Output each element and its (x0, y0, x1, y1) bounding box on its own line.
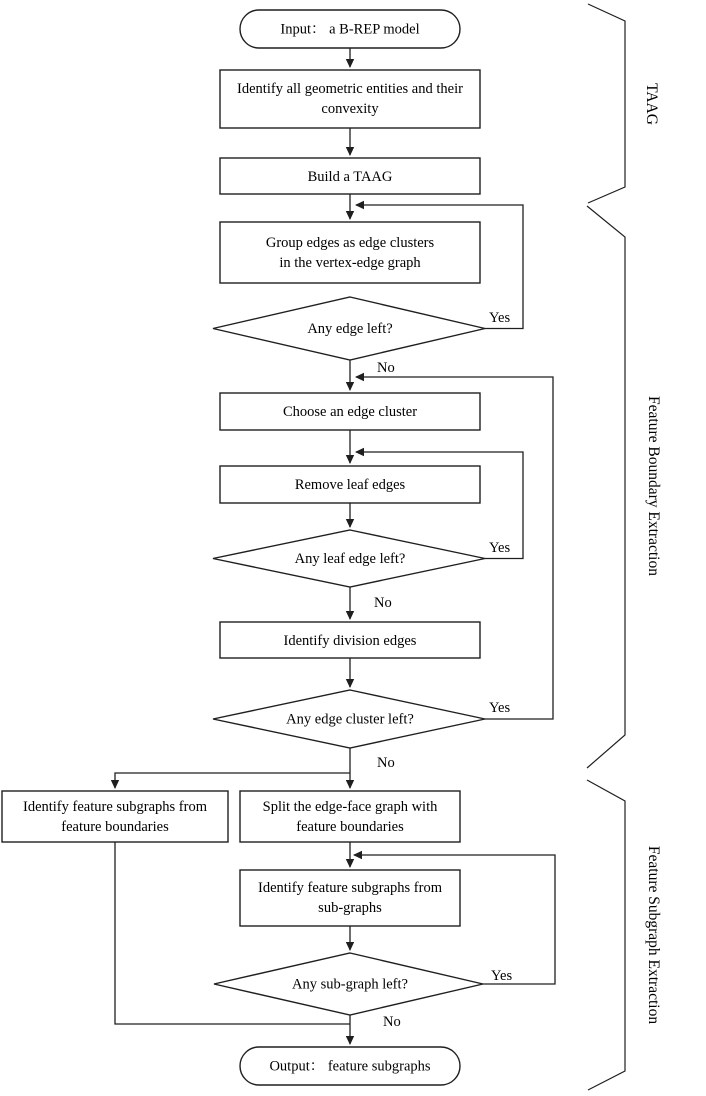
bracket-taag (588, 4, 625, 203)
process-split-edge-face-graph-label-line2: feature boundaries (296, 819, 404, 835)
label-no-any-subgraph: No (383, 1014, 401, 1030)
process-identify-division-edges-label: Identify division edges (283, 633, 417, 649)
decision-any-edge-left-label: Any edge left? (307, 321, 393, 337)
process-build-taag-label: Build a TAAG (307, 169, 393, 185)
label-no-any-edge-cluster: No (377, 755, 395, 771)
label-yes-any-subgraph: Yes (491, 968, 513, 984)
section-label-feature-subgraph: Feature Subgraph Extraction (645, 845, 662, 1025)
process-choose-edge-cluster-label: Choose an edge cluster (282, 404, 418, 420)
label-yes-any-edge-cluster: Yes (489, 700, 511, 716)
label-yes-any-edge: Yes (489, 310, 511, 326)
label-no-any-edge: No (377, 360, 395, 376)
process-group-edges-label-line2: in the vertex-edge graph (279, 255, 421, 271)
label-yes-any-leaf-edge: Yes (489, 540, 511, 556)
section-label-taag: TAAG (643, 83, 660, 125)
connector-branch-to-subgraphs-from-boundaries (115, 773, 350, 788)
process-subgraphs-from-boundaries-label-line1: Identify feature subgraphs from (22, 799, 208, 815)
decision-any-edge-cluster-left-label: Any edge cluster left? (286, 711, 414, 728)
process-group-edges (220, 222, 480, 283)
bracket-feature-subgraph (587, 780, 625, 1090)
process-identify-entities-label-line2: convexity (321, 101, 379, 117)
terminal-output-label: Output： feature subgraphs (269, 1058, 431, 1075)
process-subgraphs-from-boundaries-label-line2: feature boundaries (61, 819, 169, 835)
terminal-input-label: Input： a B-REP model (280, 21, 420, 38)
process-subgraphs-from-subgraphs (240, 870, 460, 926)
decision-any-subgraph-left-label: Any sub-graph left? (292, 976, 408, 993)
process-group-edges-label-line1: Group edges as edge clusters (265, 235, 435, 251)
process-subgraphs-from-subgraphs-label-line1: Identify feature subgraphs from (257, 880, 443, 896)
process-split-edge-face-graph-label-line1: Split the edge-face graph with (262, 799, 438, 815)
process-identify-entities (220, 70, 480, 128)
decision-any-leaf-edge-left-label: Any leaf edge left? (294, 551, 406, 567)
process-subgraphs-from-subgraphs-label-line2: sub-graphs (318, 900, 382, 916)
section-brackets (587, 4, 662, 1090)
section-label-feature-boundary: Feature Boundary Extraction (645, 396, 662, 576)
process-identify-entities-label-line1: Identify all geometric entities and their (237, 81, 463, 97)
label-no-any-leaf-edge: No (374, 595, 392, 611)
bracket-feature-boundary (587, 206, 625, 768)
process-remove-leaf-edges-label: Remove leaf edges (294, 477, 406, 493)
